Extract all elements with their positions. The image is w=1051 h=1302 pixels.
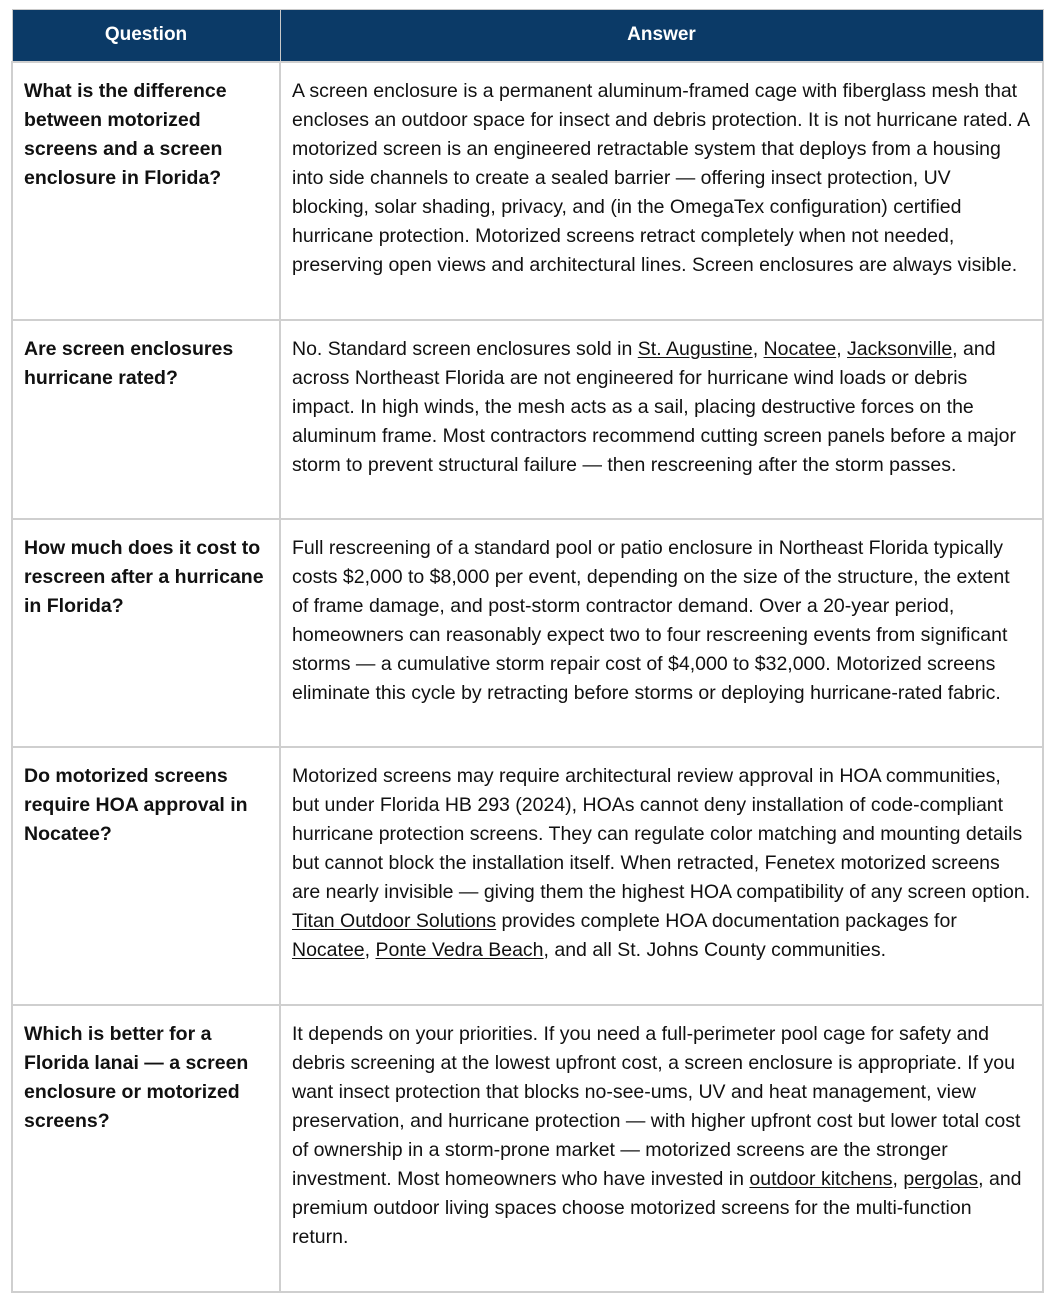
answer-text: Motorized screens may require architectural review approval in HOA communities, but under Florida HB 293 (2024), HOAs cannot deny installation of code-compliant hurricane protection screens. They can regulate color matching and mounting details but cannot block the installation itself. When retracted, Fenetex motorized screens are nearly invisible — giving them the highest HOA compatibility of any screen option.	[292, 764, 1031, 903]
answer-text: , and across Northeast Florida are not engineered for hurricane wind loads or debris impact. In high winds, the mesh acts as a sail, placing destructive forces on the aluminum frame. Most contractors recommend cutting screen panels before a major storm to prevent structural failure — then rescreening after the storm passes.	[292, 337, 1016, 476]
answer-link[interactable]: St. Augustine	[637, 337, 753, 360]
answer-text: A screen enclosure is a permanent aluminum-framed cage with fiberglass mesh that encloses an outdoor space for insect and debris protection. It is not hurricane rated. A motorized screen is an engineered retractable system that deploys from a housing into side channels to create a sealed barrier — offering insect protection, UV blocking, solar shading, privacy, and (in the OmegaTex configuration) certified hurricane protection. Motorized screens retract completely when not needed, preserving open views and architectural lines. Screen enclosures are always visible.	[292, 79, 1030, 276]
table-row	[12, 320, 1043, 519]
answer-text: provides complete HOA documentation packages for	[496, 909, 957, 932]
answer-text: , and all St. Johns County communities.	[543, 938, 887, 961]
table-row	[12, 1005, 1043, 1292]
answer-text: ,	[836, 337, 848, 360]
answer-text: ,	[892, 1167, 904, 1190]
question-cell: Do motorized screens require HOA approval in Nocatee?	[12, 747, 280, 1005]
answer-text: ,	[364, 938, 376, 961]
answer-link[interactable]: Jacksonville	[847, 337, 953, 360]
answer-cell	[280, 320, 1043, 519]
table-header-row	[12, 10, 1043, 62]
answer-cell	[280, 1005, 1043, 1292]
answer-link[interactable]: Nocatee	[292, 938, 365, 961]
table-row	[12, 519, 1043, 747]
column-header-question: Question	[12, 10, 280, 62]
table-row	[12, 62, 1043, 320]
question-cell: What is the difference between motorized screens and a screen enclosure in Florida?	[12, 62, 280, 320]
faq-table	[11, 9, 1044, 1293]
answer-link[interactable]: pergolas	[903, 1167, 979, 1190]
answer-link[interactable]: Ponte Vedra Beach	[375, 938, 544, 961]
table-row	[12, 747, 1043, 1005]
column-header-answer: Answer	[280, 10, 1043, 62]
answer-text: , and premium outdoor living spaces choose motorized screens for the multi-function return.	[292, 1167, 1022, 1248]
answer-cell	[280, 747, 1043, 1005]
answer-link[interactable]: Nocatee	[763, 337, 837, 360]
question-cell: How much does it cost to rescreen after a hurricane in Florida?	[12, 519, 280, 747]
answer-cell	[280, 62, 1043, 320]
answer-link[interactable]: Titan Outdoor Solutions	[292, 909, 497, 932]
question-cell: Are screen enclosures hurricane rated?	[12, 320, 280, 519]
answer-text: Full rescreening of a standard pool or patio enclosure in Northeast Florida typically costs $2,000 to $8,000 per event, depending on the size of the structure, the extent of frame damage, and post-storm contractor demand. Over a 20-year period, homeowners can reasonably expect two to four rescreening events from significant storms — a cumulative storm repair cost of $4,000 to $32,000. Motorized screens eliminate this cycle by retracting before storms or deploying hurricane-rated fabric.	[292, 536, 1010, 704]
answer-text: It depends on your priorities. If you need a full-perimeter pool cage for safety and debris screening at the lowest upfront cost, a screen enclosure is appropriate. If you want insect protection that blocks no-see-ums, UV and heat management, view preservation, and hurricane protection — with higher upfront cost but lower total cost of ownership in a storm-prone market — motorized screens are the stronger investment. Most homeowners who have invested in	[292, 1022, 1021, 1190]
answer-text: ,	[752, 337, 764, 360]
answer-text: No. Standard screen enclosures sold in	[292, 337, 638, 360]
answer-link[interactable]: outdoor kitchens	[749, 1167, 893, 1190]
question-cell: Which is better for a Florida lanai — a screen enclosure or motorized screens?	[12, 1005, 280, 1292]
answer-cell	[280, 519, 1043, 747]
